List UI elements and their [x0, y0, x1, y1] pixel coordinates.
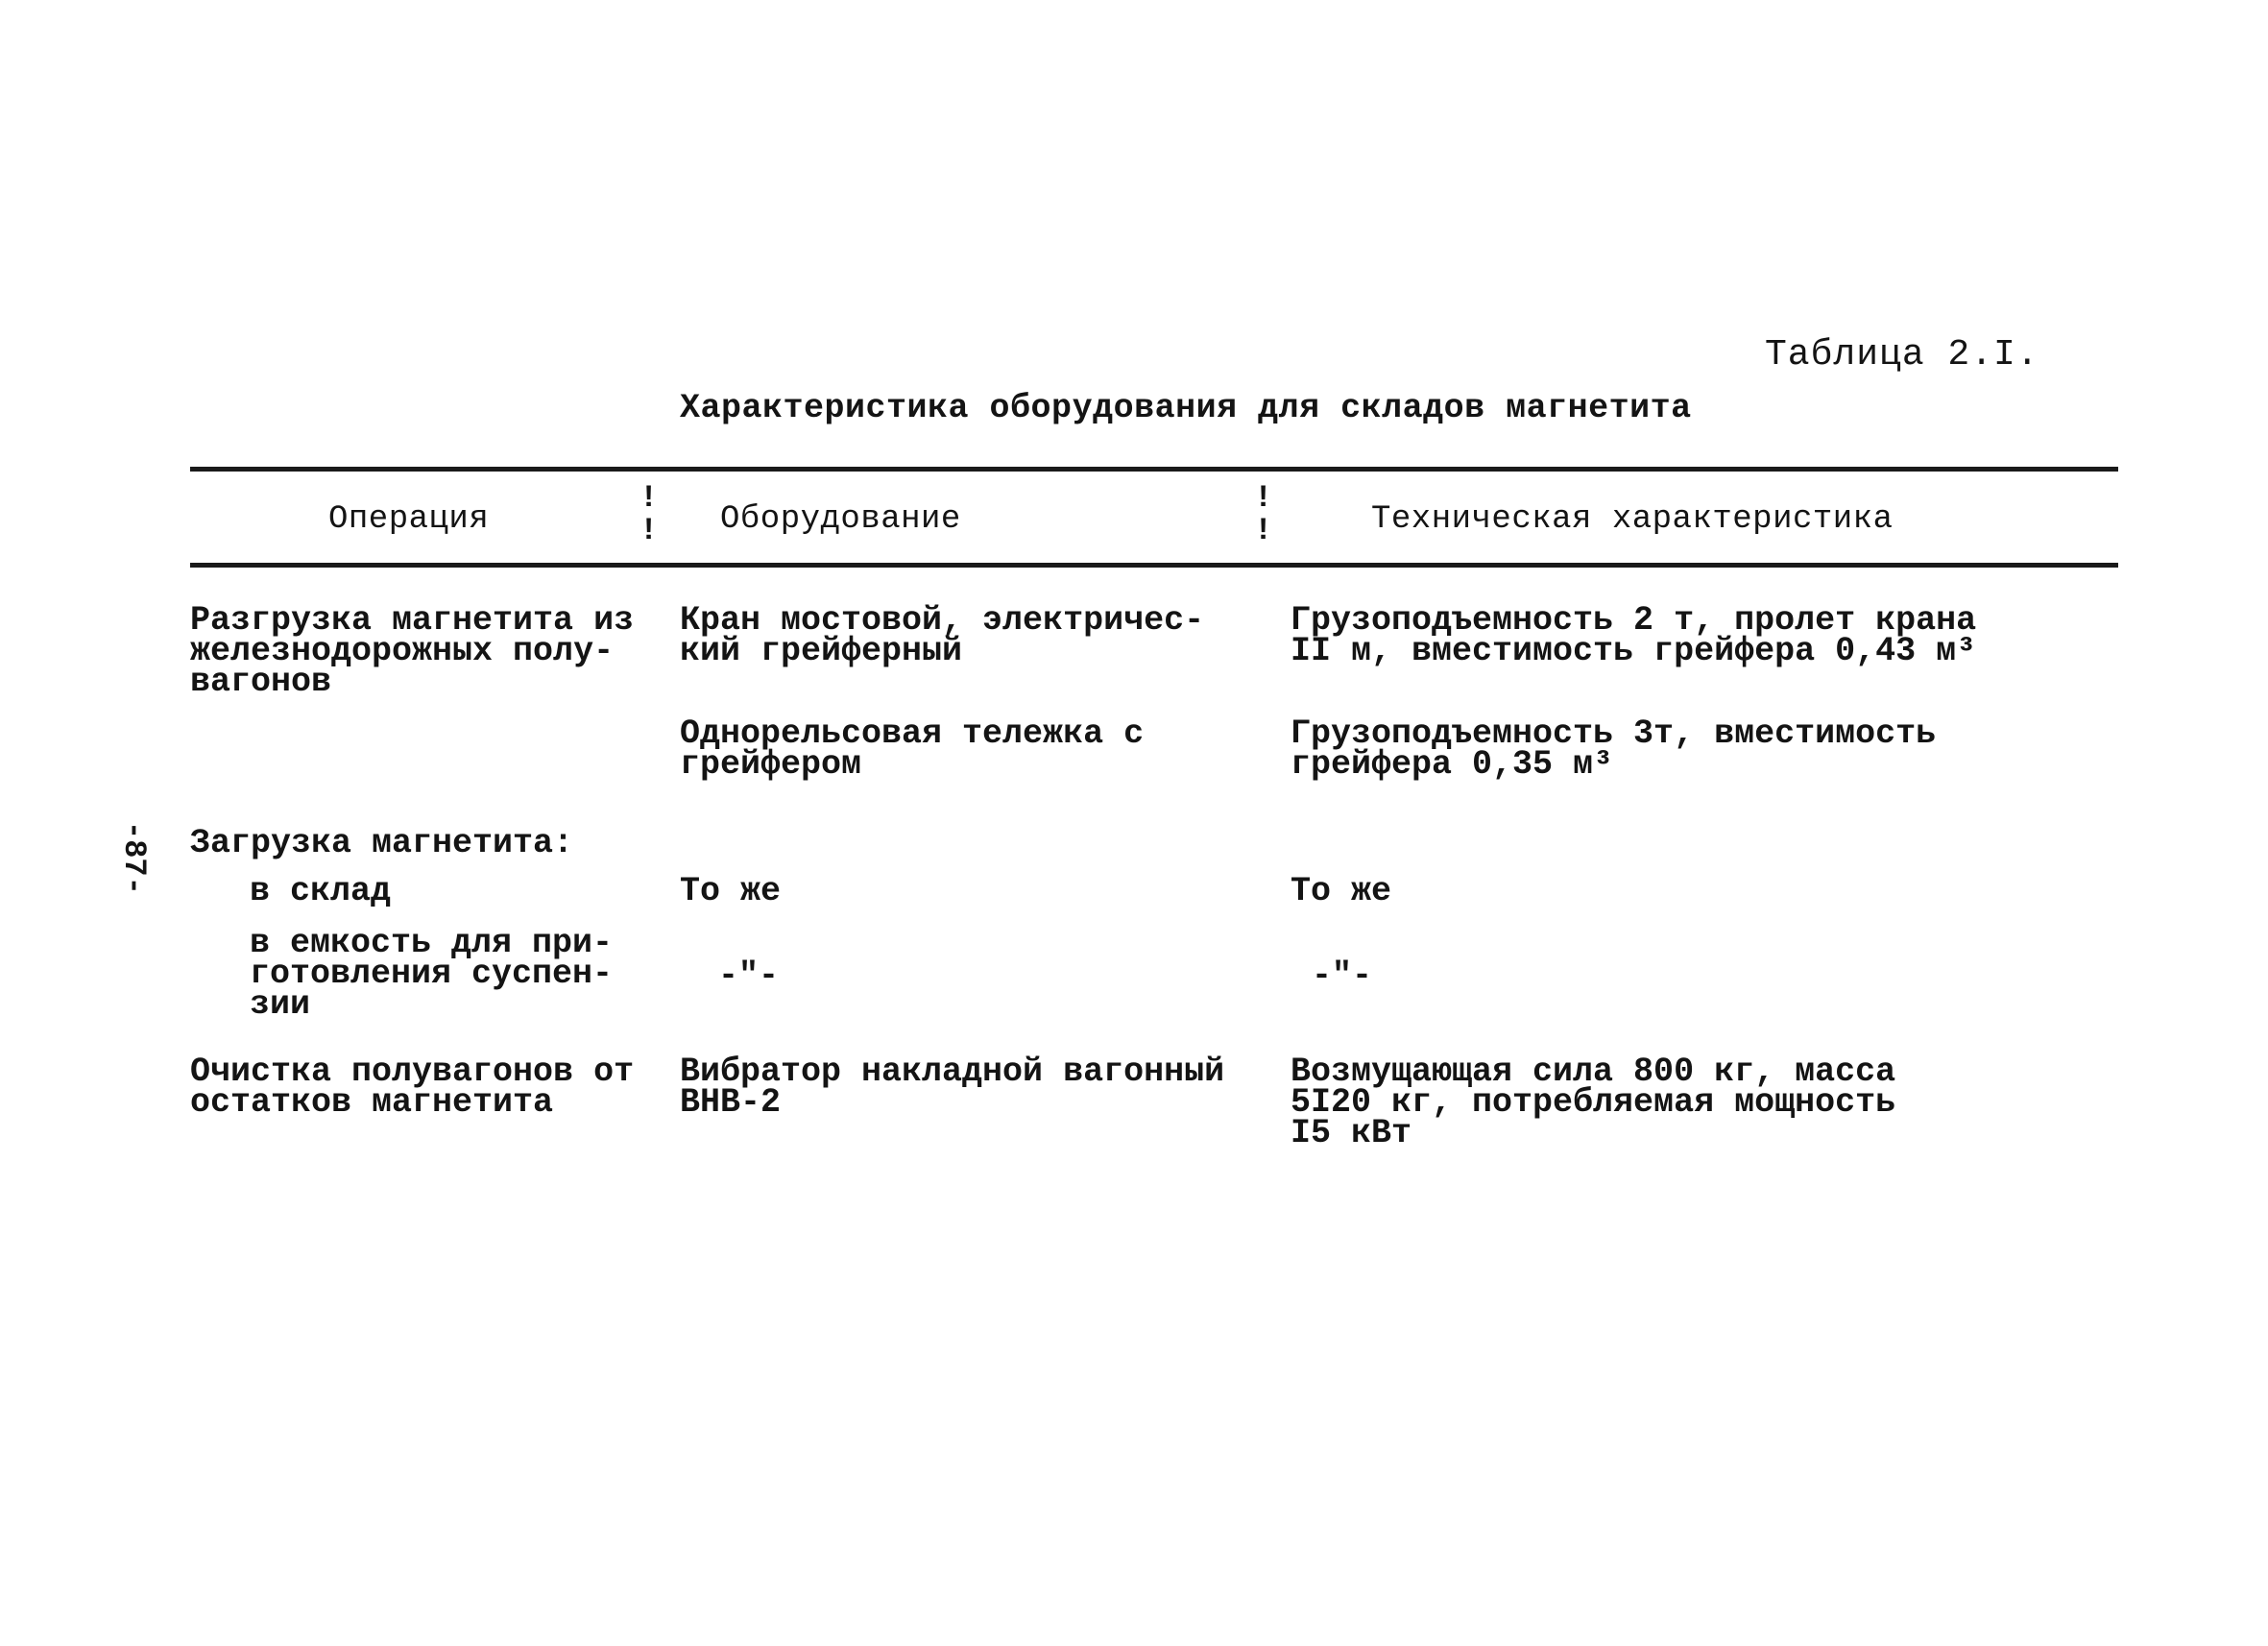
column-header-equipment: Оборудование	[720, 501, 961, 538]
row-6-tech: Возмущающая сила 800 кг, масса 5I20 кг, потребляемая мощность I5 кВт	[1291, 1053, 1896, 1152]
row-5-equipment: -"-	[718, 956, 780, 995]
table-top-rule	[190, 467, 2118, 472]
column-header-tech: Техническая характеристика	[1371, 501, 1894, 538]
row-6-operation: Очистка полувагонов от остатков магнетита	[190, 1053, 635, 1122]
row-1-operation: Разгрузка магнетита из железнодорожных полу- вагонов	[190, 601, 635, 701]
table-number: Таблица 2.I.	[1765, 334, 2039, 375]
row-4-tech: То же	[1291, 872, 1392, 910]
table-title: Характеристика оборудования для складов магнетита	[680, 389, 1692, 427]
row-1-tech: Грузоподъемность 2 т, пролет крана II м, вместимость грейфера 0,43 м³	[1291, 601, 1977, 670]
table-header-rule	[190, 563, 2118, 568]
row-3-operation: Загрузка магнетита:	[190, 824, 574, 862]
column-separator: ! !	[639, 480, 659, 548]
row-5-operation: в емкость для при- готовления суспен- зии	[250, 924, 614, 1024]
row-6-equipment: Вибратор накладной вагонный ВНВ-2	[680, 1053, 1225, 1122]
row-4-operation: в склад	[250, 872, 392, 910]
row-5-tech: -"-	[1312, 956, 1373, 995]
row-4-equipment: То же	[680, 872, 782, 910]
column-separator: ! !	[1254, 480, 1273, 548]
row-2-tech: Грузоподъемность 3т, вместимость грейфера 0,35 м³	[1291, 714, 1937, 784]
column-header-operation: Операция	[328, 501, 490, 538]
page-number: -87-	[116, 821, 152, 895]
row-2-equipment: Однорельсовая тележка с грейфером	[680, 714, 1145, 784]
row-1-equipment: Кран мостовой, электричес- кий грейферный	[680, 601, 1205, 670]
